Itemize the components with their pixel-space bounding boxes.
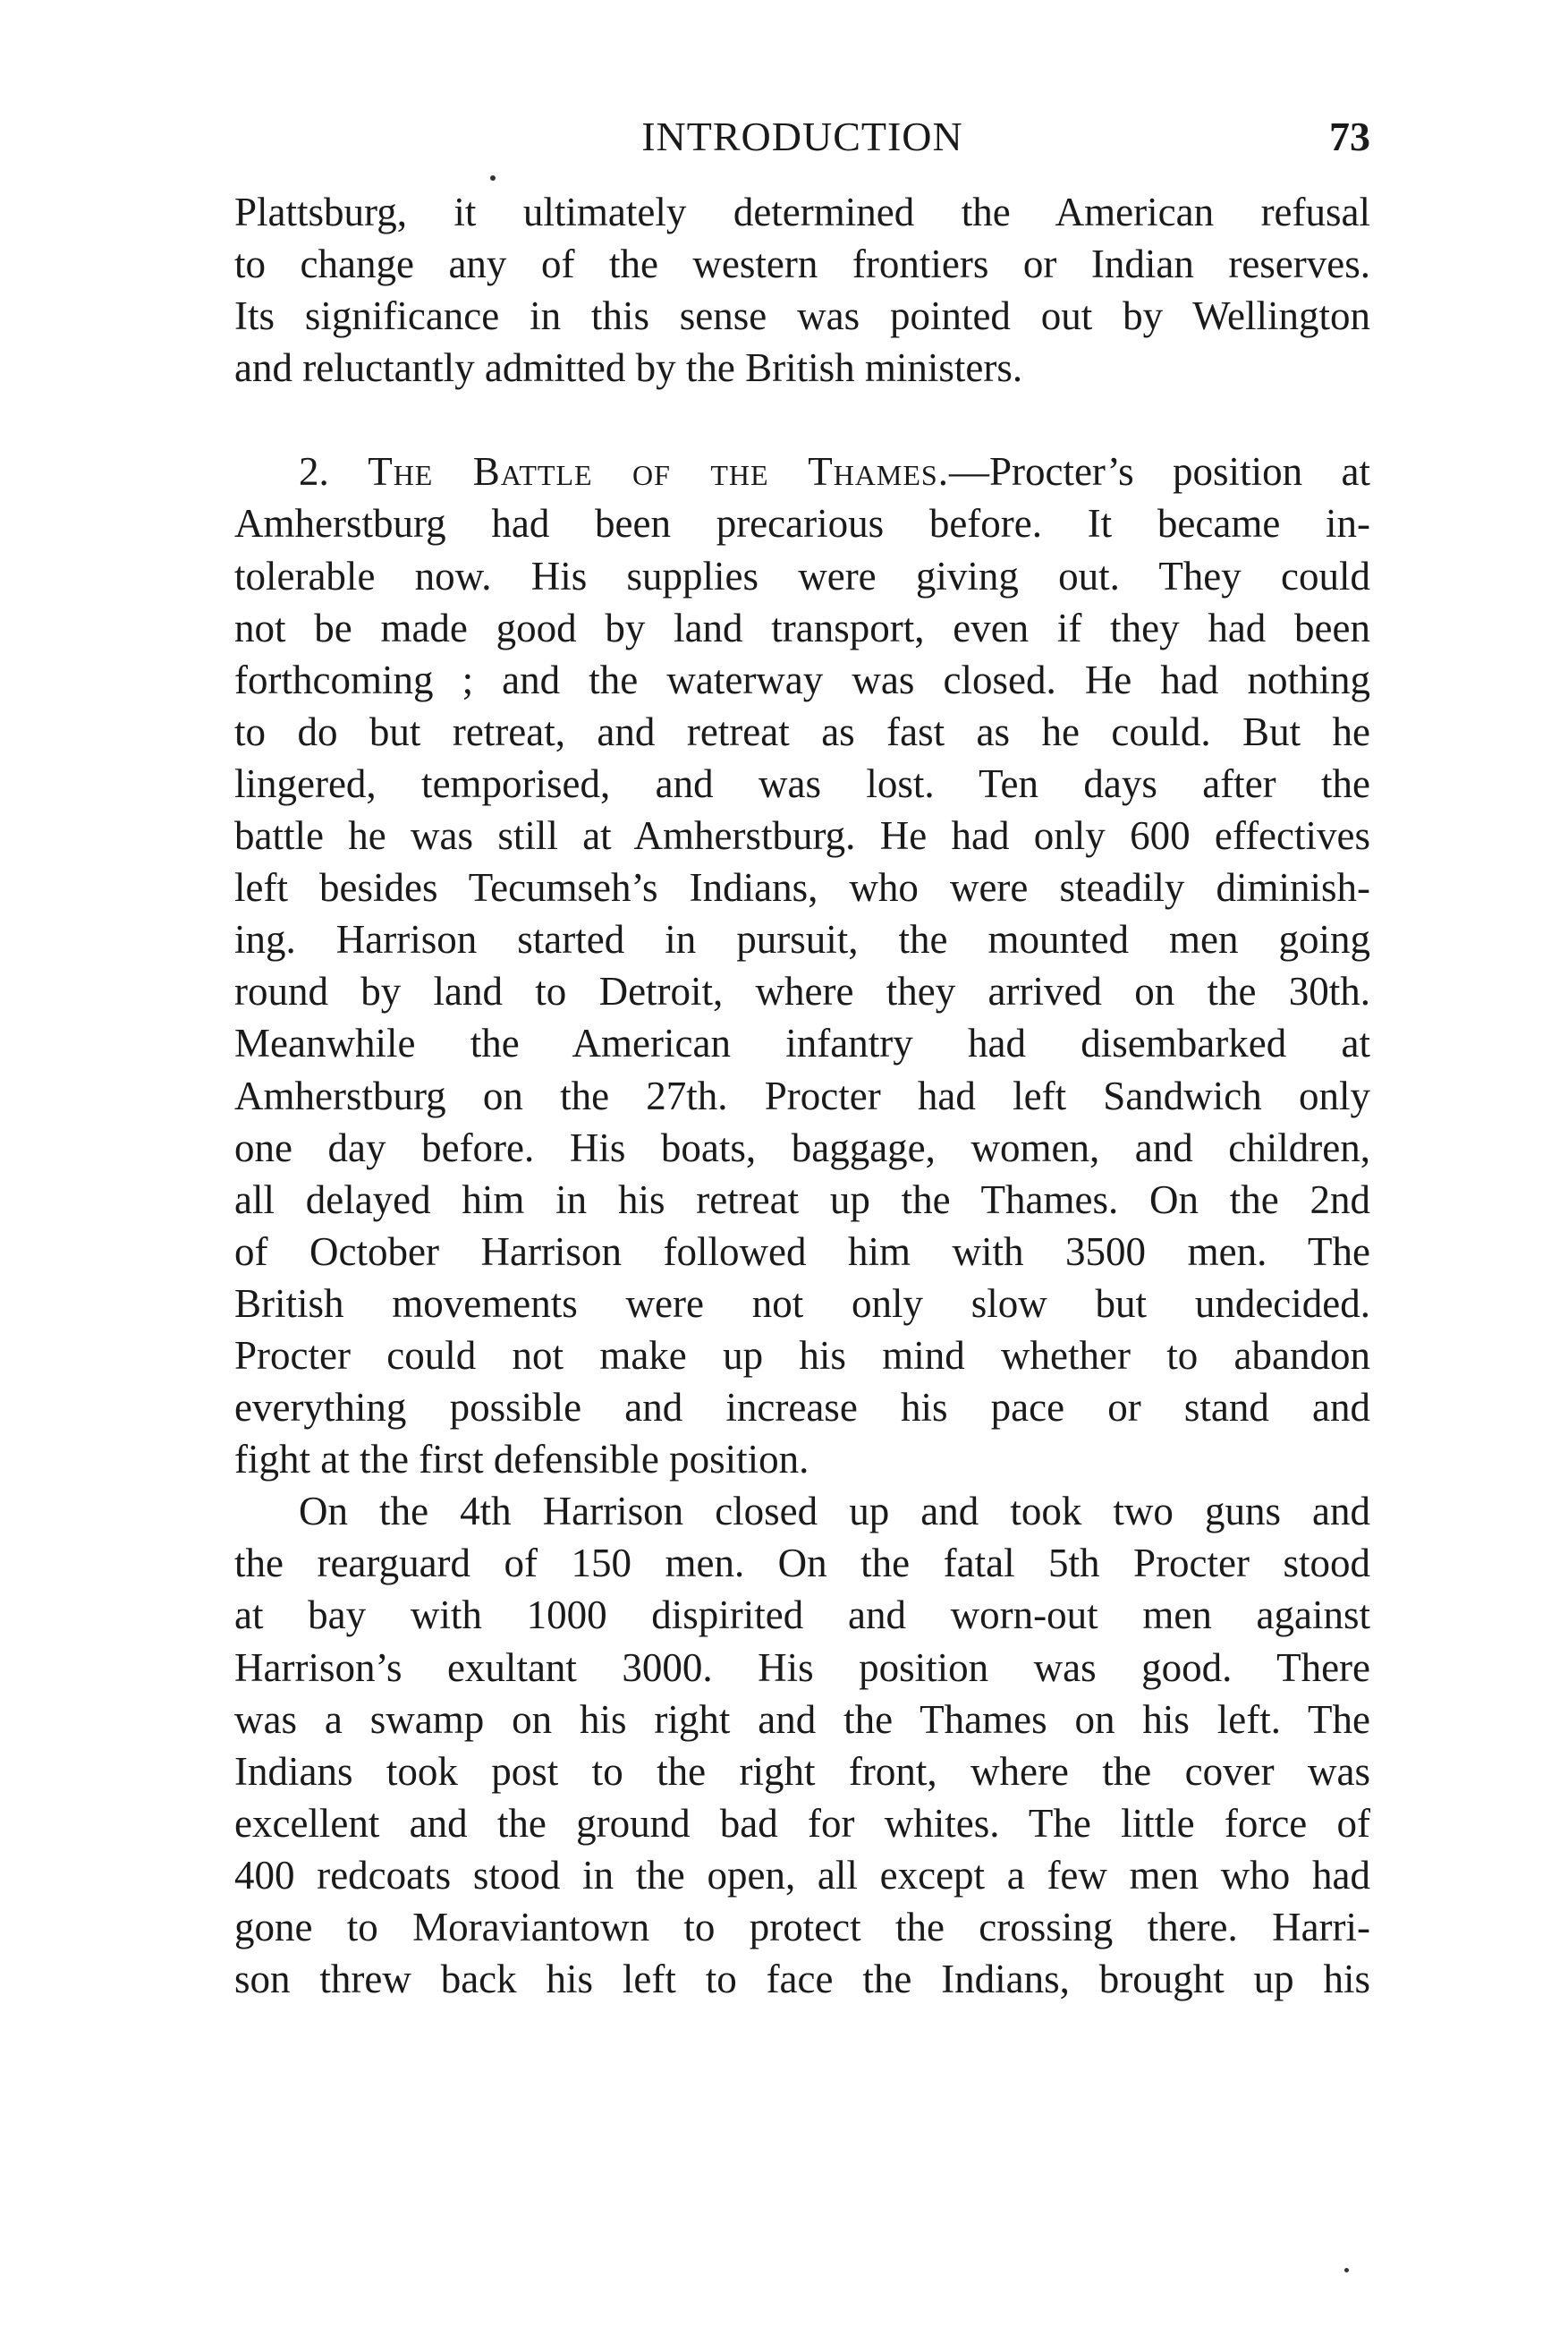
text-line: one day before. His boats, baggage, women, and children, [234, 1125, 1370, 1170]
text-line: British movements were not only slow but undecided. [234, 1280, 1370, 1326]
text-line: all delayed him in his retreat up the Thames. On the 2nd [234, 1176, 1370, 1222]
section-heading-continuation: —Procter’s position at [948, 449, 1370, 495]
text-line: not be made good by land transport, even if they had been [234, 605, 1370, 650]
text-line: forthcoming ; and the waterway was closed. He had nothing [234, 657, 1370, 702]
text-line: was a swamp on his right and the Thames on his left. The [234, 1696, 1370, 1742]
text-line: to do but retreat, and retreat as fast as he could. But he [234, 709, 1370, 754]
text-line: at bay with 1000 dispirited and worn-out men against [234, 1592, 1370, 1638]
text-line: the rearguard of 150 men. On the fatal 5th Procter stood [234, 1541, 1370, 1586]
page-number: 73 [1329, 114, 1370, 159]
text-line: ing. Harrison started in pursuit, the mounted men going [234, 917, 1370, 963]
text-line: round by land to Detroit, where they arrived on the 30th. [234, 969, 1370, 1015]
text-line: Harrison’s exultant 3000. His position was good. There [234, 1644, 1370, 1690]
text-line: gone to Moraviantown to protect the crossing there. Harri- [234, 1905, 1370, 1949]
text-line: son threw back his left to face the Indians, brought up his [234, 1957, 1370, 2002]
ink-speck [490, 175, 496, 181]
section-number: 2. [299, 449, 329, 495]
text-line: Procter could not make up his mind whether to abandon [234, 1332, 1370, 1378]
text-line: Amherstburg on the 27th. Procter had left Sandwich only [234, 1073, 1370, 1118]
section-heading: The Battle of the Thames. [368, 449, 949, 495]
section-2-paragraph [234, 446, 1370, 1485]
section-heading-line [234, 446, 1370, 497]
text-line: 400 redcoats stood in the open, all except a few men who had [234, 1852, 1370, 1898]
text-line: Indians took post to the right front, where the cover was [234, 1748, 1370, 1794]
text-line: left besides Tecumseh’s Indians, who were steadily diminish- [234, 865, 1370, 911]
text-line: Its significance in this sense was pointed out by Wellington [234, 293, 1370, 339]
ink-speck [1344, 2268, 1349, 2272]
text-line: Meanwhile the American infantry had disembarked at [234, 1021, 1370, 1066]
paragraph-1 [234, 186, 1370, 394]
text-line: and reluctantly admitted by the British ministers. [234, 345, 1023, 391]
running-head [234, 106, 1370, 168]
text-line: excellent and the ground bad for whites. The little force of [234, 1800, 1370, 1846]
text-line: of October Harrison followed him with 3500 men. The [234, 1228, 1370, 1274]
section-spacer [234, 394, 1370, 446]
running-title: INTRODUCTION [641, 114, 963, 159]
text-line: fight at the first defensible position. [234, 1437, 809, 1482]
text-line: battle he was still at Amherstburg. He had only 600 effectives [234, 813, 1370, 859]
text-line: to change any of the western frontiers or Indian reserves. [234, 242, 1370, 287]
body-text [234, 186, 1370, 2005]
paragraph-3 [234, 1485, 1370, 2005]
text-line: everything possible and increase his pace or stand and [234, 1385, 1370, 1431]
text-line: Amherstburg had been precarious before. It became in- [234, 501, 1370, 547]
text-line: tolerable now. His supplies were giving out. They could [234, 553, 1370, 599]
text-line: lingered, temporised, and was lost. Ten days after the [234, 760, 1370, 806]
text-line: Plattsburg, it ultimately determined the American refusal [234, 190, 1370, 234]
text-line: On the 4th Harrison closed up and took two guns and [299, 1489, 1370, 1534]
